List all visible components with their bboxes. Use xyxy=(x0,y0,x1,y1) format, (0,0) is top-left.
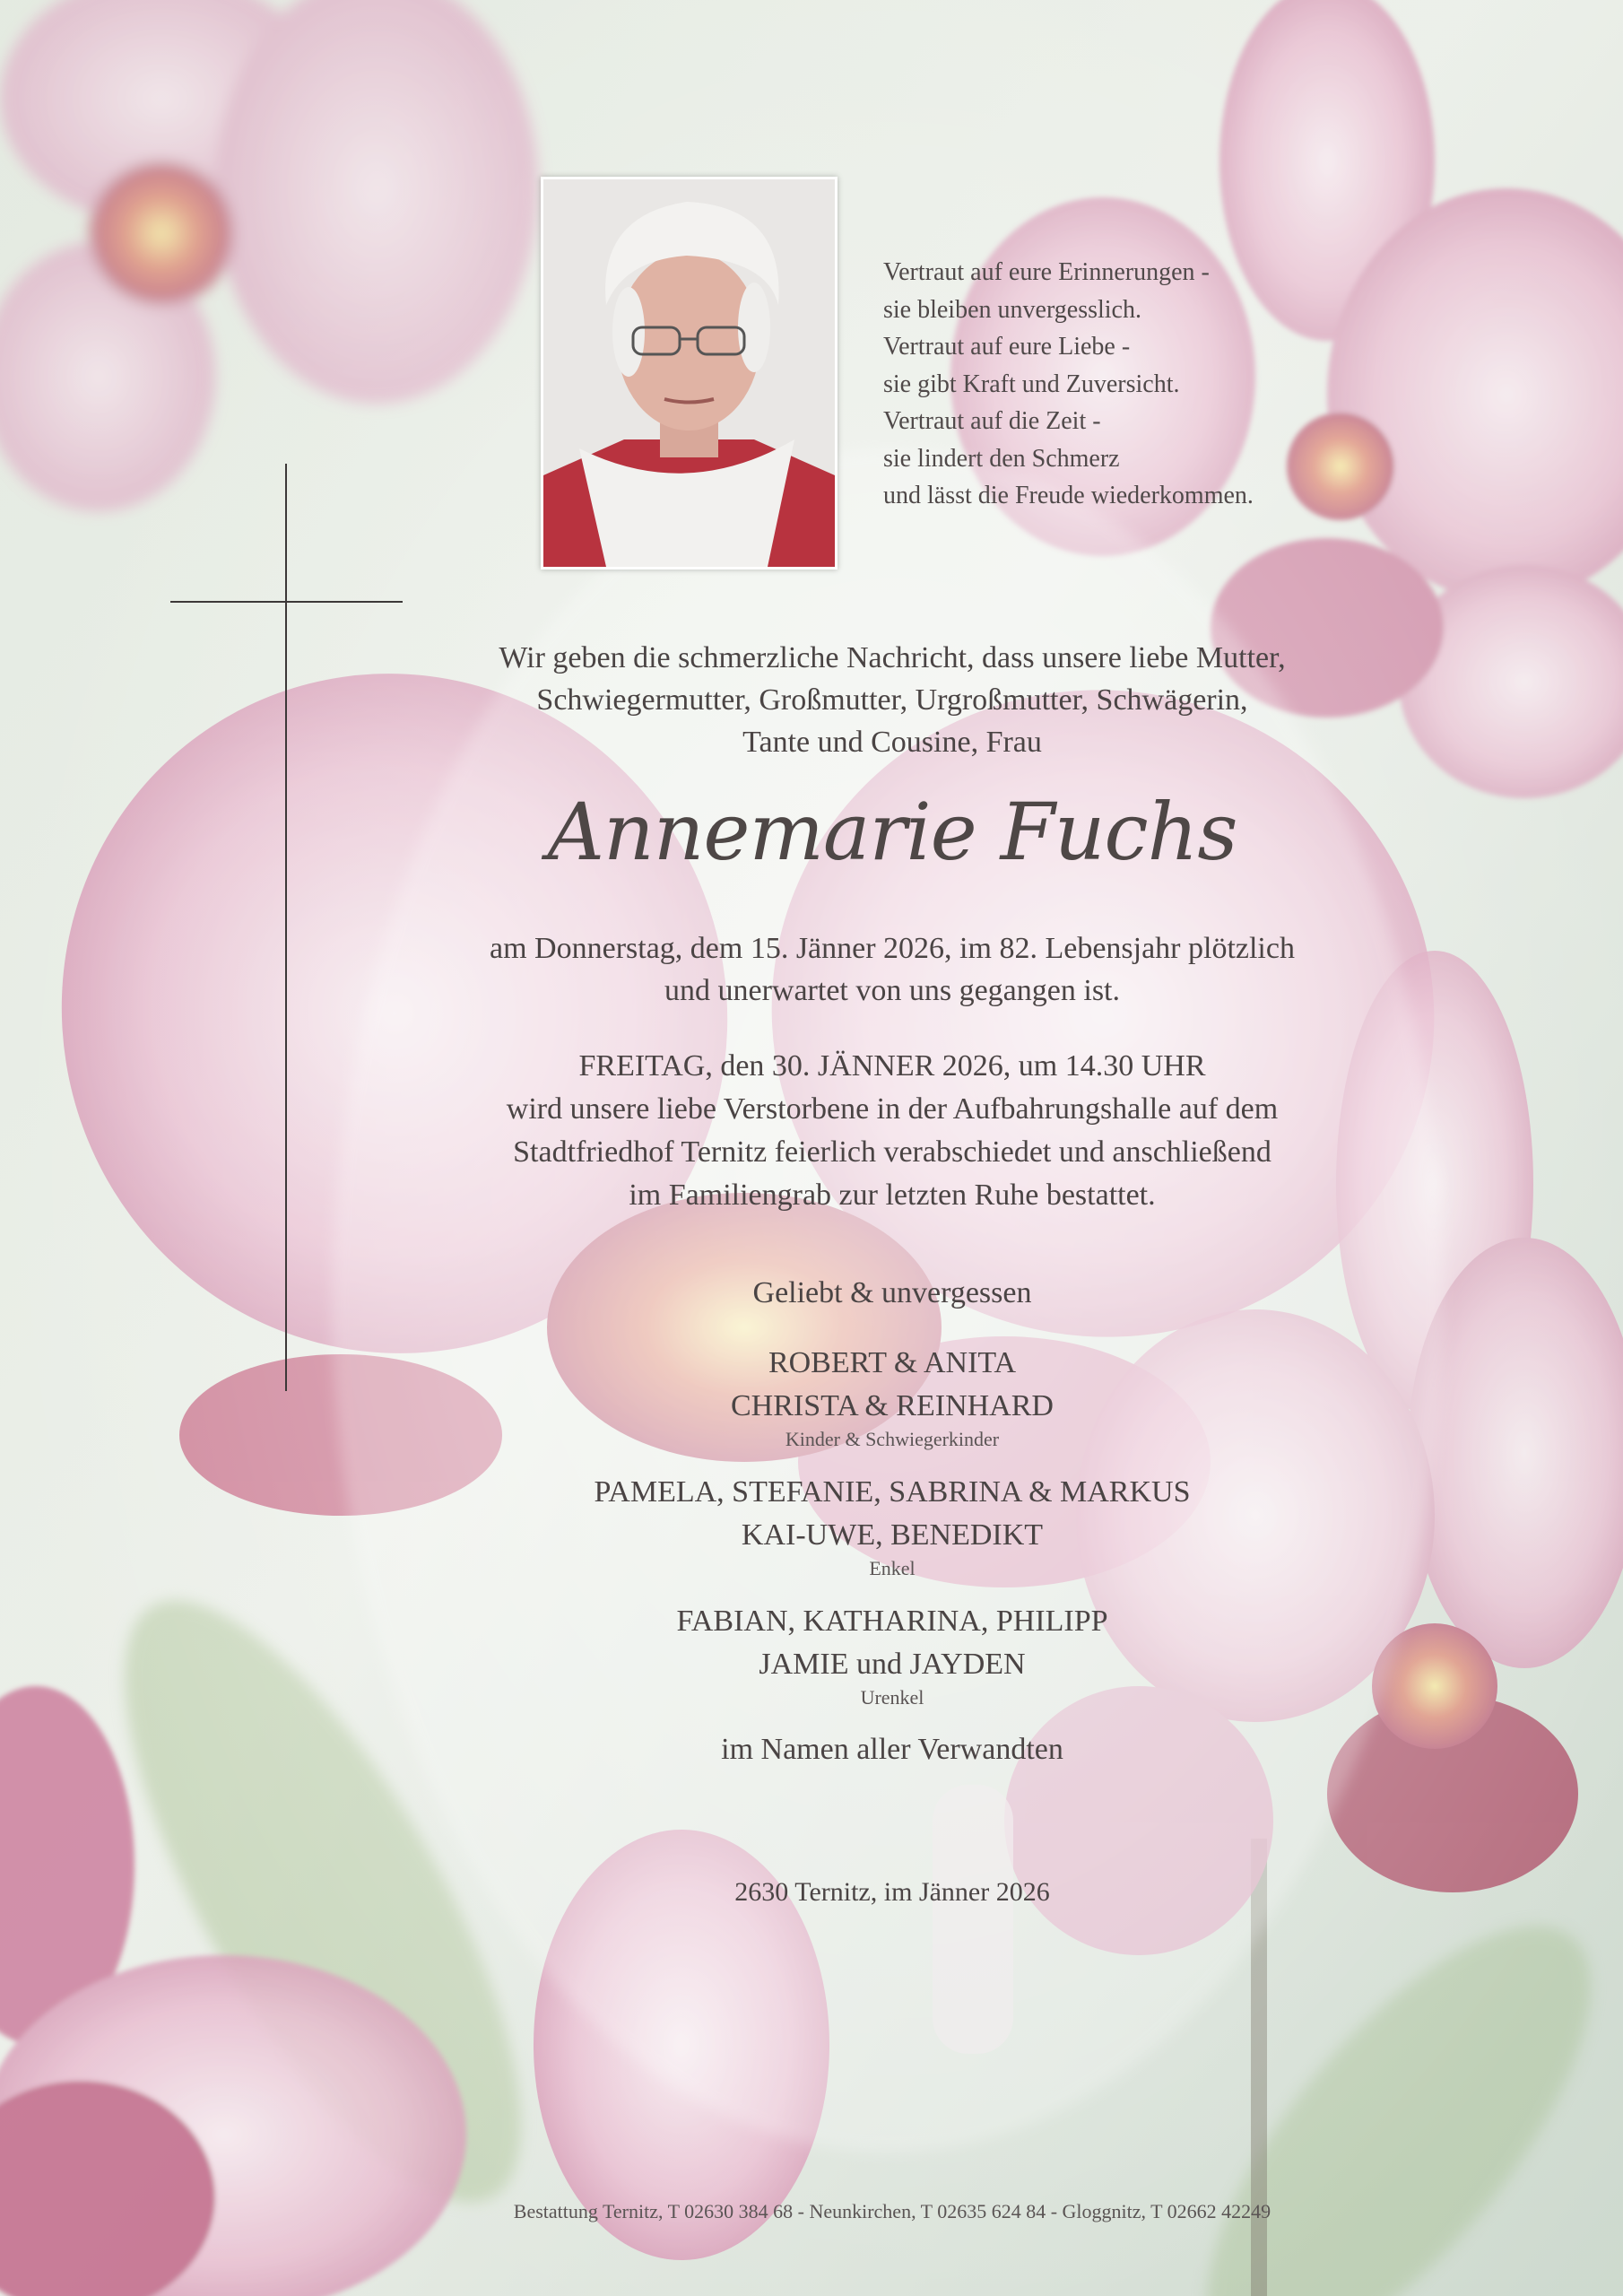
death-notice xyxy=(386,927,1399,1012)
place-date: 2630 Ternitz, im Jänner 2026 xyxy=(734,1877,1050,1907)
family-group-children xyxy=(386,1342,1399,1451)
deceased-name: Annemarie Fuchs xyxy=(547,786,1237,878)
poem-line: Vertraut auf die Zeit - xyxy=(883,407,1101,435)
family-group-grandchildren xyxy=(386,1471,1399,1580)
geliebt-line: Geliebt & unvergessen xyxy=(752,1276,1032,1309)
death-line: am Donnerstag, dem 15. Jänner 2026, im 82. Lebensjahr plötzlich xyxy=(490,932,1295,965)
closing-line: im Namen aller Verwandten xyxy=(721,1733,1063,1766)
family-names: CHRISTA & REINHARD xyxy=(731,1389,1054,1422)
family-role: Kinder & Schwiegerkinder xyxy=(785,1428,1000,1450)
poem xyxy=(883,254,1350,515)
portrait-photo xyxy=(541,177,838,570)
family-role: Urenkel xyxy=(860,1686,924,1709)
portrait-illustration xyxy=(543,179,835,567)
family-role: Enkel xyxy=(869,1557,916,1579)
funeral-line: Stadtfriedhof Ternitz feierlich verabschiedet und anschließend xyxy=(513,1135,1271,1169)
intro-line: Schwiegermutter, Großmutter, Urgroßmutter, Schwägerin, xyxy=(536,683,1248,717)
poem-line: sie gibt Kraft und Zuversicht. xyxy=(883,370,1180,398)
death-line: und unerwartet von uns gegangen ist. xyxy=(664,974,1120,1007)
cross-vertical-bar xyxy=(285,464,287,1391)
poem-line: Vertraut auf eure Liebe - xyxy=(883,333,1131,361)
family-names: ROBERT & ANITA xyxy=(768,1346,1017,1379)
funeral-home-footer: Bestattung Ternitz, T 02630 384 68 - Neunkirchen, T 02635 624 84 - Gloggnitz, T 02662 42249 xyxy=(513,2200,1271,2222)
poem-line: sie bleiben unvergesslich. xyxy=(883,295,1141,324)
announcement-intro xyxy=(386,637,1399,763)
family-names: FABIAN, KATHARINA, PHILIPP xyxy=(676,1605,1108,1638)
family-group-great-grandchildren xyxy=(386,1600,1399,1709)
cross-horizontal-bar xyxy=(170,601,403,603)
family-names: JAMIE und JAYDEN xyxy=(759,1648,1026,1681)
family-names: PAMELA, STEFANIE, SABRINA & MARKUS xyxy=(594,1475,1191,1509)
poem-line: Vertraut auf eure Erinnerungen - xyxy=(883,258,1210,286)
funeral-line: im Familiengrab zur letzten Ruhe bestattet. xyxy=(629,1178,1156,1212)
funeral-details xyxy=(386,1045,1399,1217)
poem-line: und lässt die Freude wiederkommen. xyxy=(883,482,1254,509)
poem-line: sie lindert den Schmerz xyxy=(883,444,1120,473)
family-names: KAI-UWE, BENEDIKT xyxy=(741,1518,1044,1552)
intro-line: Wir geben die schmerzliche Nachricht, dass unsere liebe Mutter, xyxy=(499,641,1286,674)
intro-line: Tante und Cousine, Frau xyxy=(742,726,1042,759)
funeral-date: FREITAG, den 30. JÄNNER 2026, um 14.30 UHR xyxy=(578,1049,1206,1083)
funeral-line: wird unsere liebe Verstorbene in der Aufbahrungshalle auf dem xyxy=(506,1092,1279,1126)
